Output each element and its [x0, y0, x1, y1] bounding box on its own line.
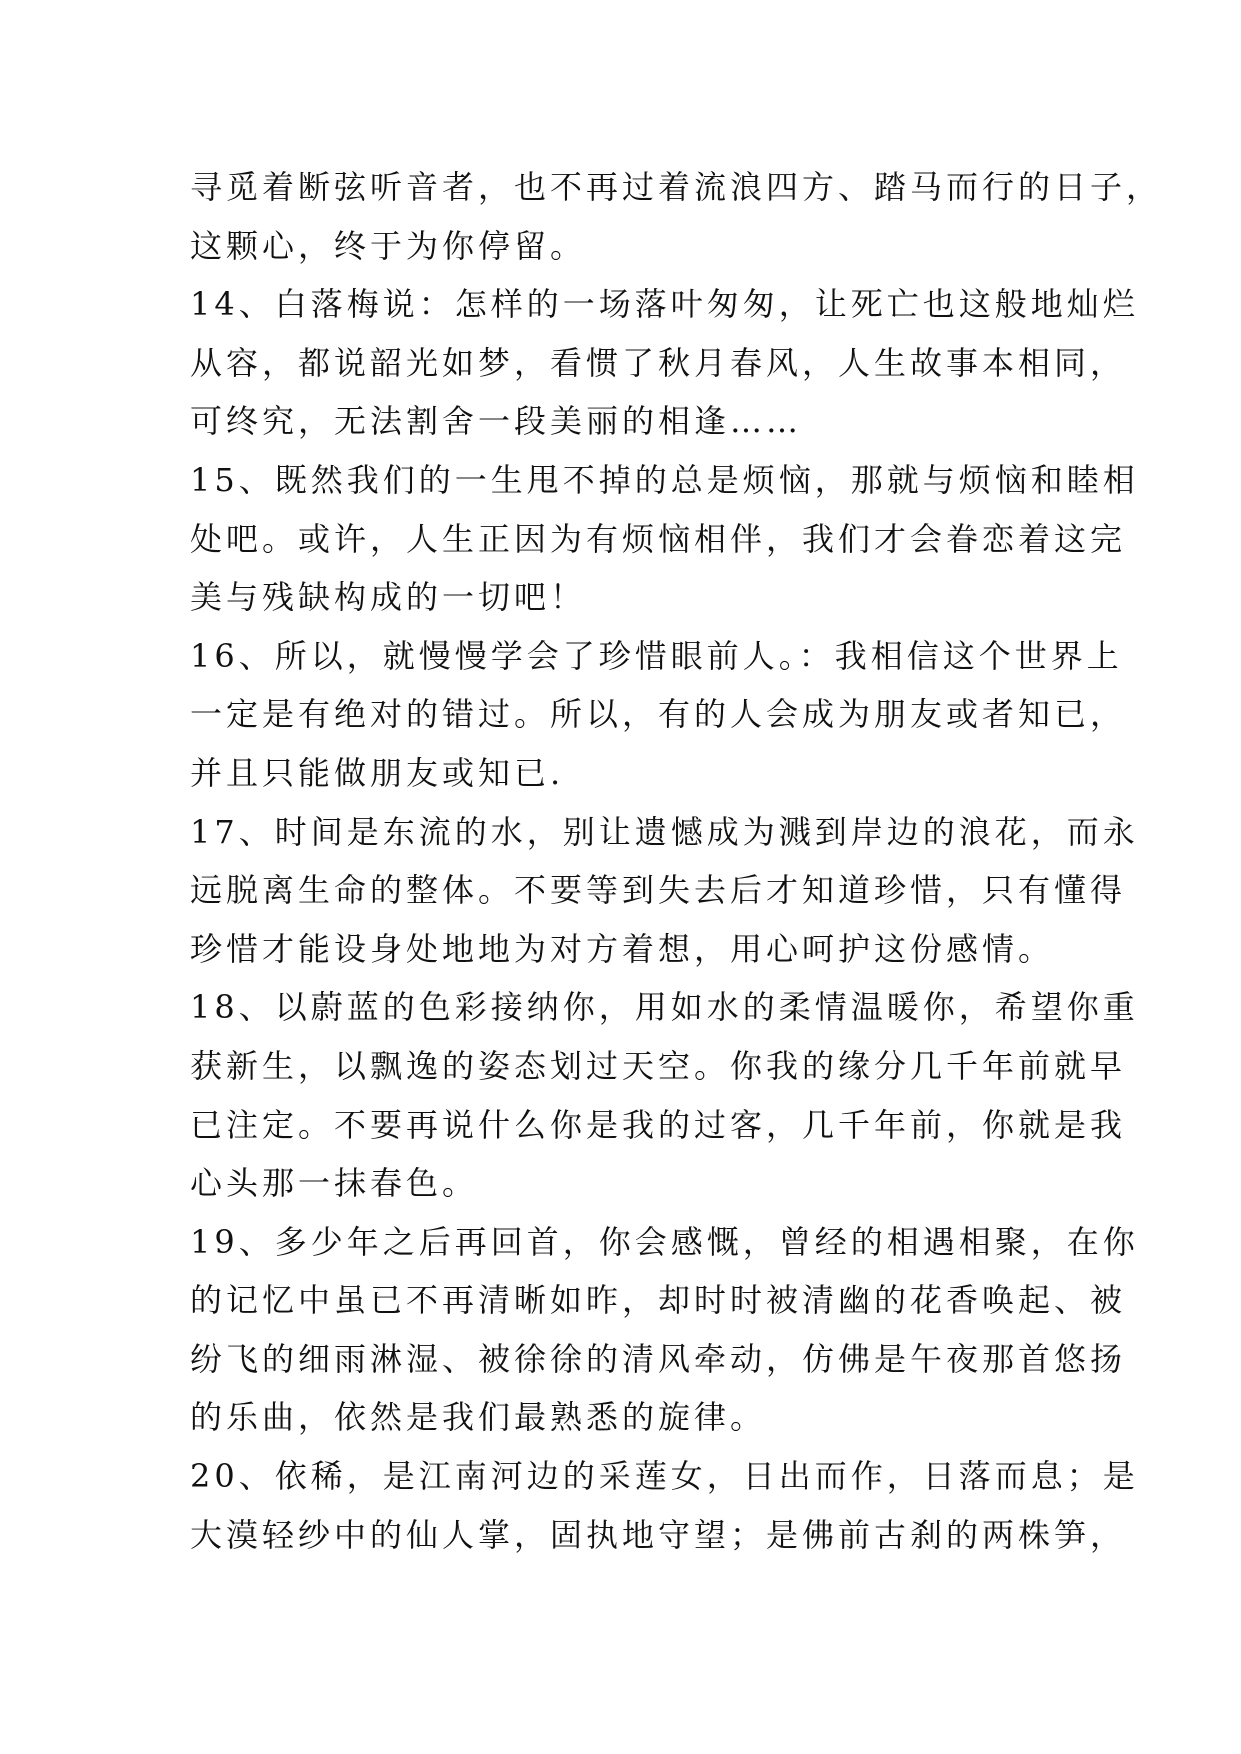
- text-line: 17、时间是东流的水，别让遗憾成为溅到岸边的浪花，而永: [190, 812, 1139, 851]
- text-line: 已注定。不要再说什么你是我的过客，几千年前，你就是我: [190, 1105, 1127, 1144]
- text-line: 19、多少年之后再回首，你会感慨，曾经的相遇相聚，在你: [190, 1222, 1139, 1261]
- text-line: 大漠轻纱中的仙人掌，固执地守望；是佛前古刹的两株笋，: [190, 1515, 1127, 1554]
- text-line: 的记忆中虽已不再清晰如昨，却时时被清幽的花香唤起、被: [190, 1281, 1127, 1320]
- text-line: 美与残缺构成的一切吧！: [190, 578, 587, 617]
- text-line: 珍惜才能设身处地地为对方着想，用心呵护这份感情。: [190, 929, 1055, 968]
- text-line: 可终究，无法割舍一段美丽的相逢……: [190, 402, 803, 441]
- text-line: 14、白落梅说：怎样的一场落叶匆匆，让死亡也这般地灿烂: [190, 285, 1139, 324]
- text-line: 远脱离生命的整体。不要等到失去后才知道珍惜，只有懂得: [190, 871, 1127, 910]
- document-body: [190, 158, 1163, 1564]
- text-line: 寻觅着断弦听音者，也不再过着流浪四方、踏马而行的日子，: [190, 168, 1163, 206]
- text-line: 这颗心，终于为你停留。: [190, 226, 587, 265]
- text-line: 从容，都说韶光如梦，看惯了秋月春风，人生故事本相同，: [190, 343, 1127, 382]
- text-line: 一定是有绝对的错过。所以，有的人会成为朋友或者知已，: [190, 695, 1127, 734]
- text-line: 获新生，以飘逸的姿态划过天空。你我的缘分几千年前就早: [190, 1046, 1127, 1085]
- text-line: 20、依稀，是江南河边的采莲女，日出而作，日落而息；是: [190, 1457, 1139, 1496]
- text-line: 心头那一抹春色。: [190, 1164, 479, 1203]
- text-line: 15、既然我们的一生甩不掉的总是烦恼，那就与烦恼和睦相: [190, 460, 1139, 499]
- text-line: 纷飞的细雨淋湿、被徐徐的清风牵动，仿佛是午夜那首悠扬: [190, 1339, 1127, 1378]
- text-line: 的乐曲，依然是我们最熟悉的旋律。: [190, 1398, 767, 1437]
- text-line: 18、以蔚蓝的色彩接纳你，用如水的柔情温暖你，希望你重: [190, 988, 1139, 1027]
- text-line: 16、所以，就慢慢学会了珍惜眼前人。：我相信这个世界上: [190, 636, 1123, 675]
- text-line: 处吧。或许，人生正因为有烦恼相伴，我们才会眷恋着这完: [190, 519, 1127, 558]
- text-line: 并且只能做朋友或知已.: [190, 753, 565, 792]
